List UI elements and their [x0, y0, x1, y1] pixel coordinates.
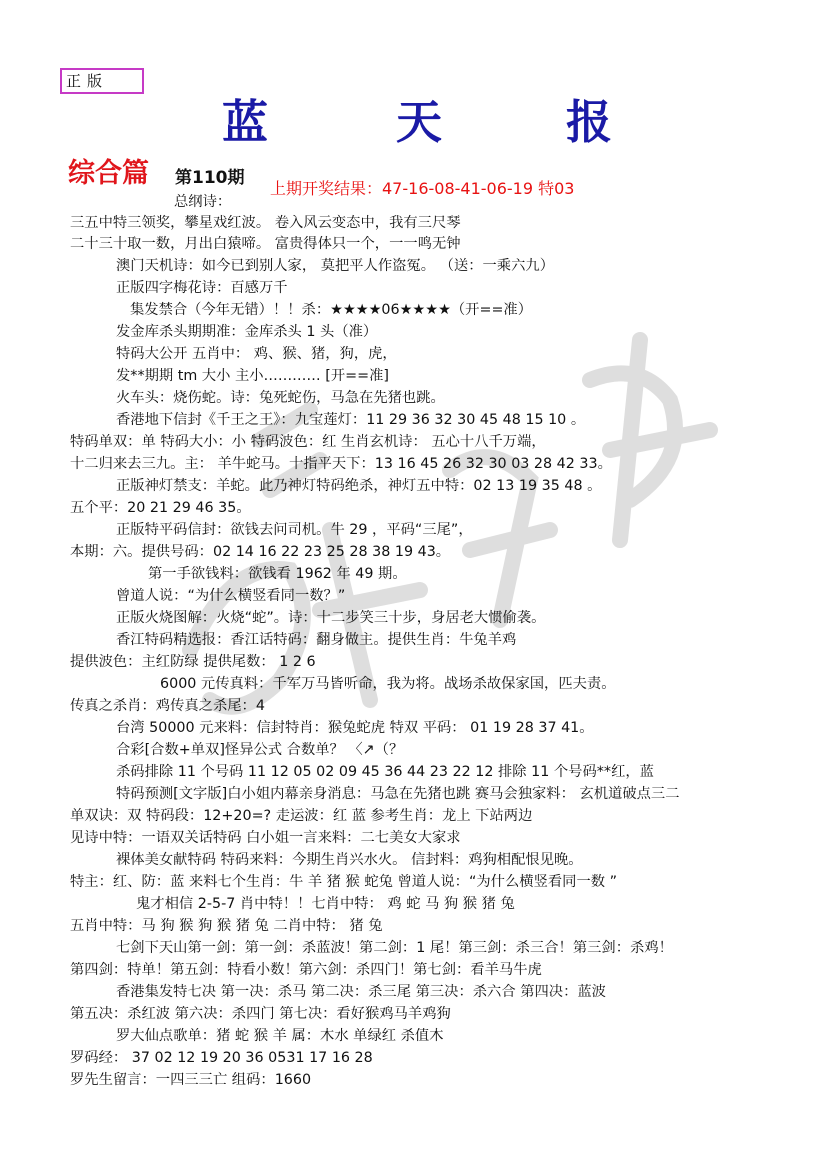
masthead-char: 天: [396, 95, 442, 149]
text-line: 罗大仙点歌单：猪 蛇 猴 羊 属：木水 单绿红 杀值木: [116, 1028, 444, 1044]
text-line: 传真之杀肖：鸡传真之杀尾：4: [70, 698, 265, 714]
text-line: 提供波色：主红防绿 提供尾数： 1 2 6: [70, 654, 316, 670]
text-line: 鬼才相信 2-5-7 肖中特！！七肖中特： 鸡 蛇 马 狗 猴 猪 兔: [136, 896, 515, 912]
text-line: 特码大公开 五肖中： 鸡、猴、猪，狗，虎，: [116, 346, 397, 362]
text-line: 香港集发特七决 第一决：杀马 第二决：杀三尾 第三决：杀六合 第四决：蓝波: [116, 984, 606, 1000]
text-line: 七剑下天山第一剑：第一剑：杀蓝波！第二剑：1 尾！第三剑：杀三合！第三剑：杀鸡！: [116, 940, 673, 956]
text-line: 特主：红、防：蓝 来料七个生肖：牛 羊 猪 猴 蛇兔 曾道人说：“为什么横竖看同一数 ”: [70, 874, 618, 890]
text-line: 第一手欲钱料：欲钱看 1962 年 49 期。: [148, 566, 407, 582]
last-draw-results: 上期开奖结果：47-16-08-41-06-19 特03: [270, 179, 575, 198]
text-line: 二十三十取一数，月出白猿啼。 富贵得体只一个，一一鸣无钟: [70, 236, 461, 252]
text-line: 第五决：杀红波 第六决：杀四门 第七决：看好猴鸡马羊鸡狗: [70, 1006, 451, 1022]
masthead-char: 报: [566, 95, 612, 149]
text-line: 见诗中特：一语双关话特码 白小姐一言来料：二七美女大家求: [70, 830, 461, 846]
text-line: 五肖中特：马 狗 猴 狗 猴 猪 兔 二肖中特： 猪 兔: [70, 918, 383, 934]
text-line: 合彩[合数+单双]怪异公式 合数单？ 〈↗（？: [116, 742, 404, 758]
text-line: 总纲诗：: [174, 194, 232, 210]
text-line: 正版四字梅花诗：百感万千: [116, 280, 288, 296]
text-line: 发**期期 tm 大小 主小………… [开==准]: [116, 368, 389, 384]
text-line: 集发禁合（今年无错）！！杀：★★★★06★★★★（开==准）: [130, 302, 533, 318]
text-line: 杀码排除 11 个号码 11 12 05 02 09 45 36 44 23 22 12 排除 11 个号码**红，蓝: [116, 764, 654, 780]
edition-badge: 正版: [60, 68, 144, 94]
text-line: 裸体美女献特码 特码来料：今期生肖兴水火。 信封料：鸡狗相配恨见晚。: [116, 852, 583, 868]
text-line: 特码预测[文字版]白小姐内幕亲身消息：马急在先猪也跳 赛马会独家料： 玄机道破点三二: [116, 786, 680, 802]
text-line: 五个平：20 21 29 46 35。: [70, 500, 251, 516]
text-line: 正版神灯禁支：羊蛇。此乃神灯特码绝杀，神灯五中特：02 13 19 35 48 。: [116, 478, 602, 494]
text-line: 香港地下信封《千王之王》：九宝莲灯：11 29 36 32 30 45 48 15 10 。: [116, 412, 586, 428]
masthead-title: [0, 92, 827, 152]
text-line: 曾道人说：“为什么横竖看同一数？”: [116, 588, 346, 604]
text-line: 十二归来去三九。主： 羊牛蛇马。十指平天下：13 16 45 26 32 30 03 28 42 33。: [70, 456, 612, 472]
issue-number: 第110期: [175, 168, 245, 188]
text-line: 台湾 50000 元来料：信封特肖：猴兔蛇虎 特双 平码： 01 19 28 37 41。: [116, 720, 594, 736]
text-line: 本期：六。提供号码：02 14 16 22 23 25 28 38 19 43。: [70, 544, 451, 560]
text-line: 罗码经： 37 02 12 19 20 36 0531 17 16 28: [70, 1050, 373, 1066]
text-line: 罗先生留言：一四三三亡 组码：1660: [70, 1072, 312, 1088]
text-line: 正版火烧图解：火烧“蛇”。诗：十二步笑三十步，身居老大惯偷袭。: [116, 610, 546, 626]
section-title: 综合篇: [68, 158, 149, 189]
text-line: 香江特码精选报：香江话特码：翻身做主。提供生肖：牛兔羊鸡: [116, 632, 517, 648]
text-line: 澳门天机诗：如今已到别人家， 莫把平人作盗冤。 （送：一乘六九）: [116, 258, 554, 274]
text-line: 三五中特三领奖，攀星戏红波。 卷入风云变态中，我有三尺琴: [70, 215, 461, 231]
text-line: 特码单双：单 特码大小：小 特码波色：红 生肖玄机诗： 五心十八千万端，: [70, 434, 546, 450]
masthead-char: 蓝: [222, 95, 268, 149]
text-line: 正版特平码信封：欲钱去问司机。牛 29 ，平码“三尾”，: [116, 522, 473, 538]
text-line: 单双诀：双 特码段：12+20=? 走运波：红 蓝 参考生肖：龙上 下站两边: [70, 808, 533, 824]
text-line: 6000 元传真料：千军万马皆听命，我为将。战场杀故保家国，匹夫责。: [160, 676, 616, 692]
text-line: 第四剑：特单！第五剑：特看小数！第六剑：杀四门！第七剑：看羊马牛虎: [70, 962, 542, 978]
text-line: 发金库杀头期期准：金库杀头 1 头（准）: [116, 324, 378, 340]
text-line: 火车头：烧伤蛇。诗：兔死蛇伤，马急在先猪也跳。: [116, 390, 445, 406]
